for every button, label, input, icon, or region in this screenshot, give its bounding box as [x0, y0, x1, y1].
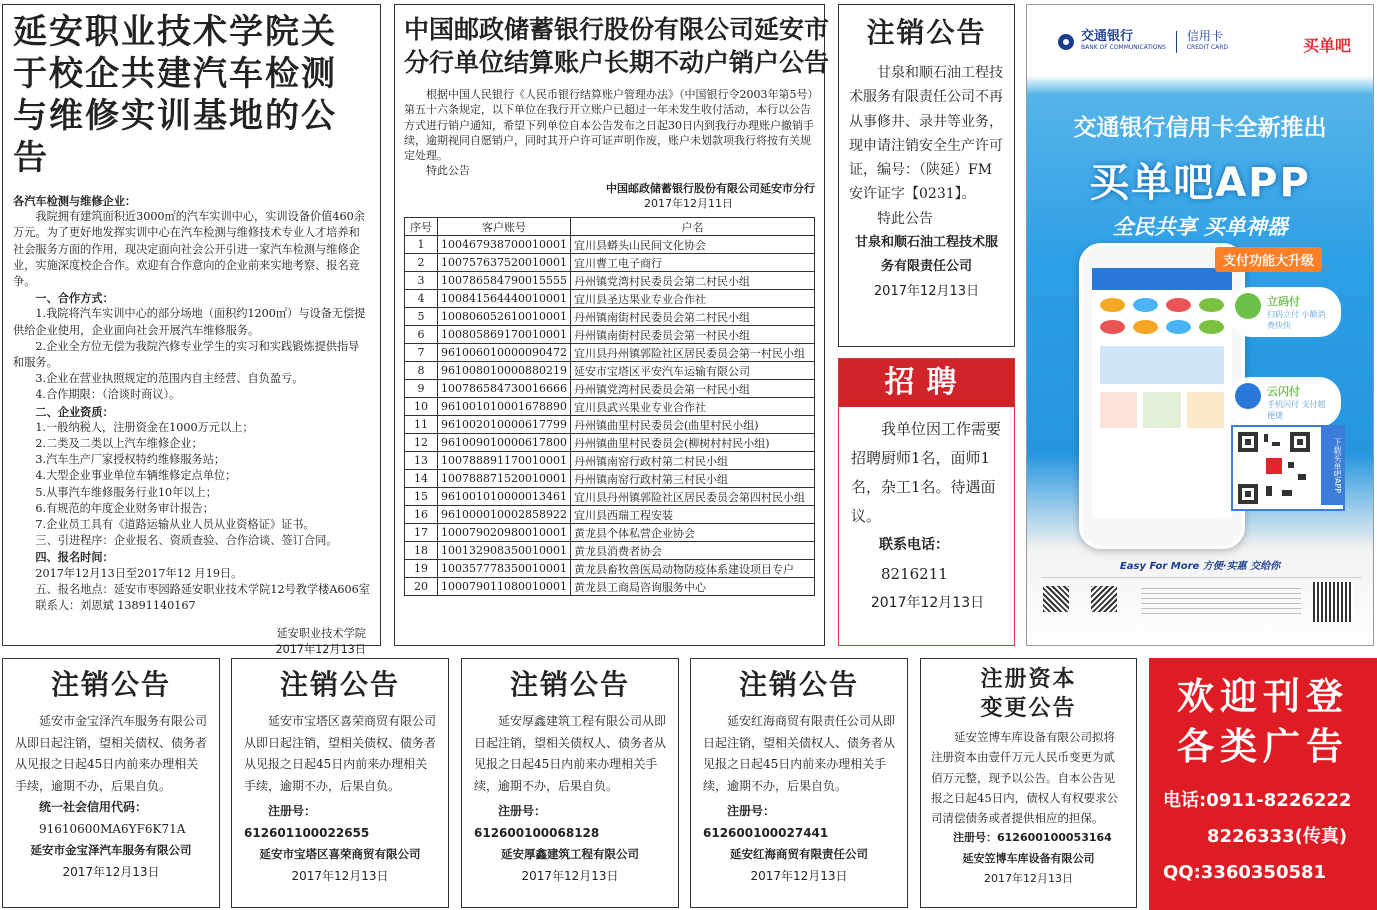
- cancellation-notice-honghai: [690, 658, 908, 908]
- notice-title: [404, 13, 830, 79]
- capital-change-body: 延安笠博车库设备有限公司拟将注册资本由壹仟万元人民币变更为贰佰万元整，现予以公告。自本公告见报之日起45日内，债权人有权要求公司清偿债务或者提供相应的担保。: [931, 730, 1119, 826]
- xirong-date: 2017年12月13日: [291, 868, 389, 883]
- row-name: 宜川县丹州镇郭险社区居民委员会第一村民小组: [570, 344, 814, 362]
- row-account: 961000010002858922: [438, 506, 571, 524]
- table-row: [405, 506, 815, 524]
- row-no: 13: [405, 452, 438, 470]
- qr-small-3-icon: [1313, 582, 1353, 622]
- row-no: 20: [405, 578, 438, 596]
- feature1-title: 立码付: [1267, 295, 1300, 308]
- honghai-code: 注册号：612600100027441: [703, 804, 829, 840]
- line-1-4: 4.合作期限：（洽谈时商议）。: [35, 388, 181, 402]
- line-sec3: 三、引进程序：企业报名、资质查验、合作洽谈、签订合同。: [35, 534, 338, 548]
- row-name: 黄龙县工商局咨询服务中心: [570, 578, 814, 596]
- houxin-code: 注册号：612600100068128: [474, 804, 600, 840]
- row-name: 宜川县武兴果业专业合作社: [570, 398, 814, 416]
- capital-change-date: 2017年12月13日: [984, 872, 1073, 886]
- row-account: 100841564440010001: [438, 290, 571, 308]
- qr-small-1-icon: [1043, 586, 1069, 612]
- phone-screen: [1092, 268, 1232, 518]
- honghai-signer: 延安红海商贸有限责任公司: [730, 847, 868, 861]
- bank-account-notice: [394, 4, 830, 646]
- account-table: [404, 217, 815, 596]
- row-no: 16: [405, 506, 438, 524]
- feature2-title: 云闪付: [1267, 385, 1300, 398]
- jinbaoze-signer: 延安市金宝泽汽车服务有限公司: [30, 843, 192, 857]
- table-row: [405, 416, 815, 434]
- table-row: [405, 542, 815, 560]
- row-no: 11: [405, 416, 438, 434]
- branch-info-block: [1041, 577, 1361, 628]
- qr-code-icon: [1236, 430, 1312, 506]
- houxin-date: 2017年12月13日: [521, 868, 619, 883]
- row-name: 丹州镇南窑行政村第三村民小组: [570, 470, 814, 488]
- row-no: 5: [405, 308, 438, 326]
- jinbaoze-body: 延安市金宝泽汽车服务有限公司从即日起注销，望相关债权、债务者从见报之日起45日内前来办理相关手续，逾期不办，后果自负。: [15, 714, 208, 793]
- line-intro: 我院拥有建筑面积近3000㎡的汽车实训中心，实训设备价值460余万元。为了更好地发挥实训中心在汽车检测与维修技术专业人才培养和社会服务方面的作用，现决定面向社会公开引进一家汽车检测与维修企业，实施深度校企合作。欢迎有合作意向的企业前来实地考察、报名竞争。: [13, 210, 365, 289]
- row-name: 丹州镇曲里村民委员会(曲里村民小组): [570, 416, 814, 434]
- table-row: [405, 236, 815, 254]
- houxin-signer: 延安厚鑫建筑工程有限公司: [501, 847, 639, 861]
- card-label-en: CREDIT CARD: [1186, 44, 1229, 51]
- col-header-no: 序号: [405, 218, 438, 236]
- row-account: 100788891170010001: [438, 452, 571, 470]
- row-no: 10: [405, 398, 438, 416]
- feature-cloud-pay: [1229, 377, 1341, 427]
- notice-signer: 中国邮政储蓄银行股份有限公司延安市分行: [606, 181, 815, 195]
- row-no: 1: [405, 236, 438, 254]
- row-account: 100132908350010001: [438, 542, 571, 560]
- row-no: 2: [405, 254, 438, 272]
- row-name: 延安市宝塔区平安汽车运输有限公司: [570, 362, 814, 380]
- line-sec4: 四、报名时间：: [35, 550, 114, 565]
- row-no: 8: [405, 362, 438, 380]
- row-name: 宜川县圣达果业专业合作社: [570, 290, 814, 308]
- row-name: 宜川县蟒头山民间文化协会: [570, 236, 814, 254]
- row-name: 丹州镇南街村民委员会第一村民小组: [570, 326, 814, 344]
- honghai-body: 延安红海商贸有限责任公司从即日起注销，望相关债权人、债务者从见报之日起45日内前来办理相关手续，逾期不办，后果自负。: [703, 714, 896, 793]
- row-account: 100467938700010001: [438, 236, 571, 254]
- row-no: 14: [405, 470, 438, 488]
- download-qr-code[interactable]: [1231, 425, 1345, 511]
- row-no: 17: [405, 524, 438, 542]
- line-sec1: 一、合作方式：: [35, 291, 114, 306]
- cancellation-notice-xirong: [231, 658, 449, 908]
- row-name: 丹州镇曲里村民委员会(柳树村村民小组): [570, 434, 814, 452]
- promo-phone: 电话:0911-8226222: [1163, 790, 1352, 811]
- feature2-desc: 手机闪付 支付超便捷: [1267, 400, 1326, 420]
- row-name: 丹州镇党湾村民委员会第一村民小组: [570, 380, 814, 398]
- phone-mockup: [1079, 243, 1245, 549]
- cancellation-notice-ganquan: [838, 4, 1015, 347]
- line-dates: 2017年12月13日至2017年12 月19日。: [35, 566, 243, 580]
- row-name: 丹州镇南街村民委员会第二村民小组: [570, 308, 814, 326]
- credit-card-ad: [1026, 4, 1374, 646]
- xirong-body: 延安市宝塔区喜荣商贸有限公司从即日起注销，望相关债权、债务者从见报之日起45日内前来办理相关手续，逾期不办，后果自负。: [244, 714, 437, 793]
- row-account: 961001010001678890: [438, 398, 571, 416]
- xirong-code: 注册号：612601100022655: [244, 804, 370, 840]
- row-account: 961008010000880219: [438, 362, 571, 380]
- row-name: 黄龙县畜牧兽医局动物防疫体系建设项目专户: [570, 560, 814, 578]
- row-account: 961006010000090472: [438, 344, 571, 362]
- app-logo: 买单吧: [1302, 36, 1351, 55]
- honghai-date: 2017年12月13日: [750, 868, 848, 883]
- houxin-body: 延安厚鑫建筑工程有限公司从即日起注销，望相关债权人、债务者从见报之日起45日内前来办理相关手续，逾期不办，后果自负。: [474, 714, 667, 793]
- promo-line2: 各类广告: [1177, 725, 1349, 768]
- line-1-2: 2.企业全方位无偿为我院汽修专业学生的实习和实践锻炼提供指导和服务。: [13, 339, 360, 370]
- ad-headline: 交通银行信用卡全新推出: [1073, 115, 1327, 141]
- table-row: [405, 326, 815, 344]
- promo-line1: 欢迎刊登: [1177, 675, 1349, 718]
- row-account: 100788871520010001: [438, 470, 571, 488]
- recruit-date: 2017年12月13日: [870, 595, 985, 611]
- promo-fax: 8226333(传真): [1207, 826, 1348, 847]
- ganquan-signer: 甘泉和顺石油工程技术服务有限责任公司: [854, 235, 998, 275]
- row-no: 15: [405, 488, 438, 506]
- promo-qq: QQ:3360350581: [1163, 862, 1327, 883]
- row-account: 100357778350010001: [438, 560, 571, 578]
- xirong-signer: 延安市宝塔区喜荣商贸有限公司: [259, 847, 421, 861]
- line-2-2: 2.二类及二类以上汽车维修企业；: [35, 437, 203, 451]
- cancellation-notice-jinbaoze: [2, 658, 220, 908]
- table-row: [405, 254, 815, 272]
- line-2-3: 3.汽车生产厂家授权特约维修服务站；: [35, 453, 226, 467]
- jinbaoze-code: 91610600MA6YF6K71A: [39, 821, 186, 836]
- table-row: [405, 362, 815, 380]
- row-no: 9: [405, 380, 438, 398]
- ad-promo-box: [1149, 658, 1377, 910]
- recruit-title: 招聘: [839, 359, 1014, 407]
- row-no: 7: [405, 344, 438, 362]
- line-2-6: 6.有规范的年度企业财务审计报告；: [35, 501, 214, 515]
- notice-body: 根据中国人民银行《人民币银行结算账户管理办法》（中国银行令2003年第5号）第五十六条规定，以下单位在我行开立账户已超过一年未发生收付活动，本行以公告方式进行销户通知，希望下列单位自本公告发布之日起30日内到我行办理账户撤销手续，逾期视同自愿销户，同时其开户许可证声明作废，账户未划款项我行将按有关规定处理。: [404, 88, 814, 163]
- bank-logo: [1057, 31, 1228, 53]
- recruit-contact-label: 联系电话：: [879, 537, 949, 553]
- recruit-body: 我单位因工作需要招聘厨师1名，面师1名，杂工1名。待遇面议。: [851, 420, 1002, 525]
- capital-change-title-line2: 变更公告: [980, 695, 1077, 721]
- recruitment-notice: [838, 358, 1015, 646]
- row-name: 黄龙县消费者协会: [570, 542, 814, 560]
- capital-change-notice: [920, 658, 1137, 908]
- row-name: 宜川县西瑞工程安装: [570, 506, 814, 524]
- row-name: 丹州镇南窑行政村第二村民小组: [570, 452, 814, 470]
- table-header-row: [405, 218, 815, 236]
- row-no: 4: [405, 290, 438, 308]
- row-account: 961002010000617799: [438, 416, 571, 434]
- line-sec2: 二、企业资质：: [35, 404, 114, 419]
- row-name: 黄龙县个体私营企业协会: [570, 524, 814, 542]
- ganquan-title: 注销公告: [866, 16, 987, 49]
- notice-title-line2: 分行单位结算账户长期不动户销户公告: [404, 48, 830, 77]
- line-1-3: 3.企业在营业执照规定的范围内自主经营、自负盈亏。: [35, 372, 304, 386]
- ad-footer-slogan: Easy For More 方便·实惠 交给你: [1119, 561, 1281, 572]
- xirong-title: 注销公告: [279, 668, 400, 701]
- table-row: [405, 560, 815, 578]
- feature-qr-pay: [1229, 287, 1341, 337]
- recruit-phone: 8216211: [881, 565, 948, 583]
- row-account: 100079011080010001: [438, 578, 571, 596]
- row-no: 3: [405, 272, 438, 290]
- ad-slogan: 全民共享 买单神器: [1112, 215, 1288, 239]
- line-contact: 联系人：刘恩斌 13891140167: [35, 599, 196, 613]
- download-label: 下载买单吧APP: [1321, 427, 1343, 505]
- row-name: 丹州镇党湾村民委员会第二村民小组: [570, 272, 814, 290]
- row-name: 宜川曹工电子商行: [570, 254, 814, 272]
- ganquan-date: 2017年12月13日: [873, 283, 980, 299]
- table-row: [405, 380, 815, 398]
- row-no: 6: [405, 326, 438, 344]
- ganquan-body: 甘泉和顺石油工程技术服务有限责任公司不再从事修井、录井等业务，现申请注销安全生产许可证，编号：（陕延）FM安许证字【0231】。: [849, 65, 1003, 203]
- branch-address-lines: [1141, 588, 1301, 618]
- table-row: [405, 470, 815, 488]
- houxin-title: 注销公告: [509, 668, 630, 701]
- upgrade-tag: 支付功能大升级: [1215, 247, 1322, 272]
- line-1-1: 1.我院将汽车实训中心的部分场地（面积约1200㎡）与设备无偿提供给企业使用，企业面向社会开展汽车维修服务。: [13, 307, 366, 337]
- school-announcement: [2, 4, 381, 657]
- jinbaoze-date: 2017年12月13日: [62, 864, 160, 879]
- card-label: 信用卡: [1186, 29, 1223, 43]
- row-account: 961001010000013461: [438, 488, 571, 506]
- row-account: 100806052610010001: [438, 308, 571, 326]
- ad-app-title: 买单吧APP: [1089, 160, 1311, 206]
- col-header-account: 客户账号: [438, 218, 571, 236]
- line-sec5: 五、报名地点：延安市枣园路延安职业技术学院12号教学楼A606室: [35, 582, 370, 596]
- table-row: [405, 290, 815, 308]
- notice-title-line1: 中国邮政储蓄银行股份有限公司延安市: [404, 15, 830, 44]
- honghai-title: 注销公告: [738, 668, 859, 701]
- row-account: 100079020980010001: [438, 524, 571, 542]
- table-row: [405, 488, 815, 506]
- row-no: 18: [405, 542, 438, 560]
- row-account: 961009010000617800: [438, 434, 571, 452]
- capital-change-title: [931, 665, 1126, 723]
- signer: 延安职业技术学院: [276, 627, 366, 641]
- row-account: 100786584790015555: [438, 272, 571, 290]
- capital-change-title-line1: 注册资本: [980, 666, 1077, 692]
- table-row: [405, 578, 815, 596]
- line-greeting: 各汽车检测与维修企业：: [13, 194, 137, 208]
- row-no: 12: [405, 434, 438, 452]
- col-header-name: 户名: [570, 218, 814, 236]
- row-account: 100805869170010001: [438, 326, 571, 344]
- notice-special: 特此公告: [426, 164, 470, 178]
- jinbaoze-title: 注销公告: [50, 668, 171, 701]
- table-row: [405, 308, 815, 326]
- table-row: [405, 434, 815, 452]
- bank-logo-icon: [1057, 33, 1075, 51]
- notice-date: 2017年12月11日: [644, 197, 733, 211]
- ganquan-special: 特此公告: [877, 210, 933, 227]
- row-no: 19: [405, 560, 438, 578]
- cancellation-notice-houxin: [461, 658, 679, 908]
- capital-change-signer: 延安笠博车库设备有限公司: [962, 851, 1095, 865]
- table-row: [405, 452, 815, 470]
- bank-name: 交通银行: [1081, 29, 1134, 44]
- qr-small-2-icon: [1091, 586, 1117, 612]
- row-account: 100757637520010001: [438, 254, 571, 272]
- school-announcement-title: 延安职业技术学院关于校企共建汽车检测与维修实训基地的公告: [13, 12, 337, 178]
- line-2-1: 1.一般纳税人，注册资金在1000万元以上；: [35, 420, 254, 434]
- line-2-5: 5.从事汽车维修服务行业10年以上；: [35, 485, 217, 499]
- row-name: 宜川县丹州镇郭险社区居民委员会第四村民小组: [570, 488, 814, 506]
- row-account: 100786584730016666: [438, 380, 571, 398]
- capital-change-code: 注册号：612600100053164: [953, 831, 1112, 845]
- feature1-desc: 扫码立付 小额消费快快: [1267, 310, 1326, 330]
- line-2-7: 7.企业员工具有《道路运输从业人员从业资格证》证书。: [35, 518, 315, 532]
- jinbaoze-code-label: 统一社会信用代码：: [39, 800, 148, 814]
- bank-name-en: BANK OF COMMUNICATIONS: [1081, 44, 1166, 51]
- table-row: [405, 272, 815, 290]
- table-row: [405, 344, 815, 362]
- line-2-4: 4.大型企业事业单位车辆维修定点单位；: [35, 469, 237, 483]
- table-row: [405, 398, 815, 416]
- table-row: [405, 524, 815, 542]
- date: 2017年12月13日: [275, 643, 366, 657]
